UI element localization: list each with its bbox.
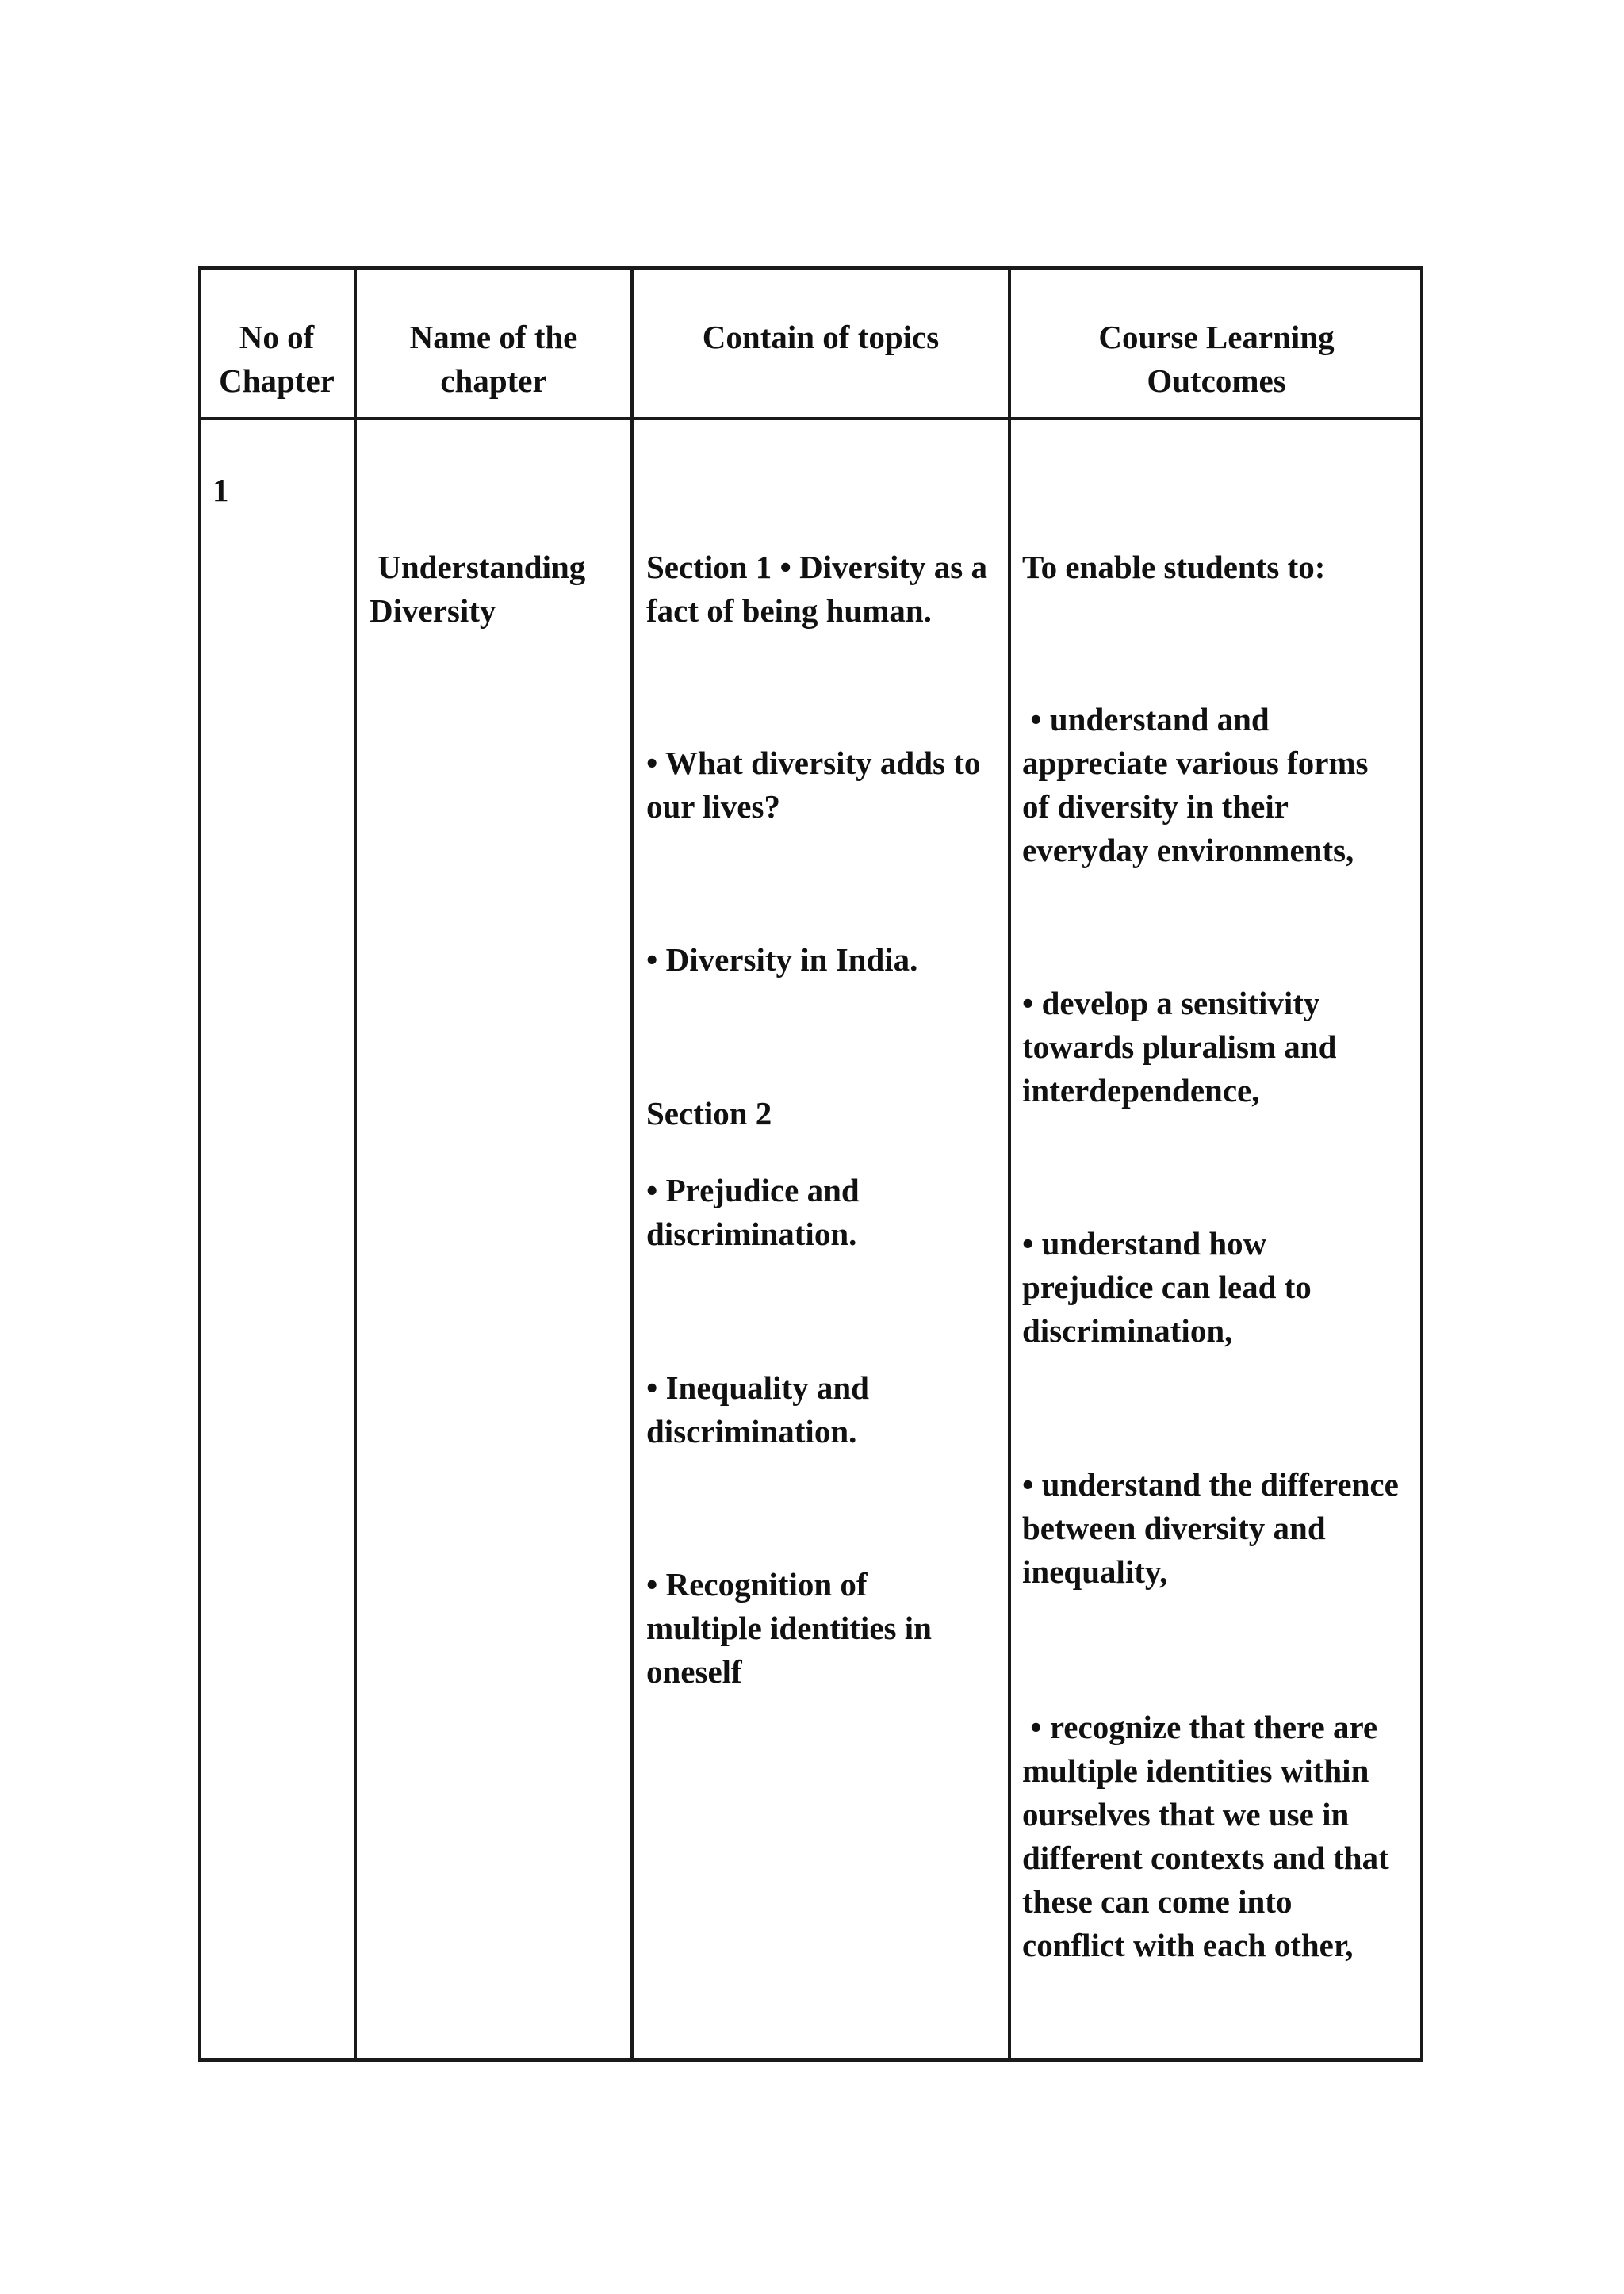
topic-item: Section 1 • Diversity as a fact of being human. bbox=[646, 549, 987, 629]
outcome-item: • develop a sensitivity towards pluralism and interdependence, bbox=[1022, 985, 1337, 1109]
header-no-of-chapter: No of Chapter bbox=[219, 319, 335, 399]
column-divider bbox=[354, 266, 357, 2062]
section-heading: Section 2 bbox=[646, 1095, 772, 1132]
outcome-item: • understand and appreciate various forms of diversity in their everyday environments, bbox=[1022, 701, 1369, 868]
topic-item: • Recognition of multiple identities in oneself bbox=[646, 1566, 932, 1690]
chapter-name: Understanding Diversity bbox=[370, 549, 586, 629]
column-divider bbox=[1008, 266, 1011, 2062]
chapter-number: 1 bbox=[213, 472, 229, 508]
outcome-item: • recognize that there are multiple identities within ourselves that we use in different contexts and that these can come into conflict with each other, bbox=[1022, 1709, 1389, 1963]
header-course-learning-outcomes: Course Learning Outcomes bbox=[1098, 319, 1335, 399]
outcomes-intro: To enable students to: bbox=[1022, 549, 1326, 585]
outcome-item: • understand how prejudice can lead to discrimination, bbox=[1022, 1225, 1312, 1349]
header-name-of-chapter: Name of the chapter bbox=[409, 319, 578, 399]
outcome-item: • understand the difference between diversity and inequality, bbox=[1022, 1466, 1399, 1590]
column-divider bbox=[630, 266, 634, 2062]
topic-item: • Inequality and discrimination. bbox=[646, 1369, 869, 1450]
topic-item: • What diversity adds to our lives? bbox=[646, 745, 981, 825]
header-divider bbox=[198, 417, 1423, 420]
topic-item: • Diversity in India. bbox=[646, 941, 918, 978]
header-contain-of-topics: Contain of topics bbox=[702, 319, 940, 355]
topic-item: • Prejudice and discrimination. bbox=[646, 1172, 860, 1252]
